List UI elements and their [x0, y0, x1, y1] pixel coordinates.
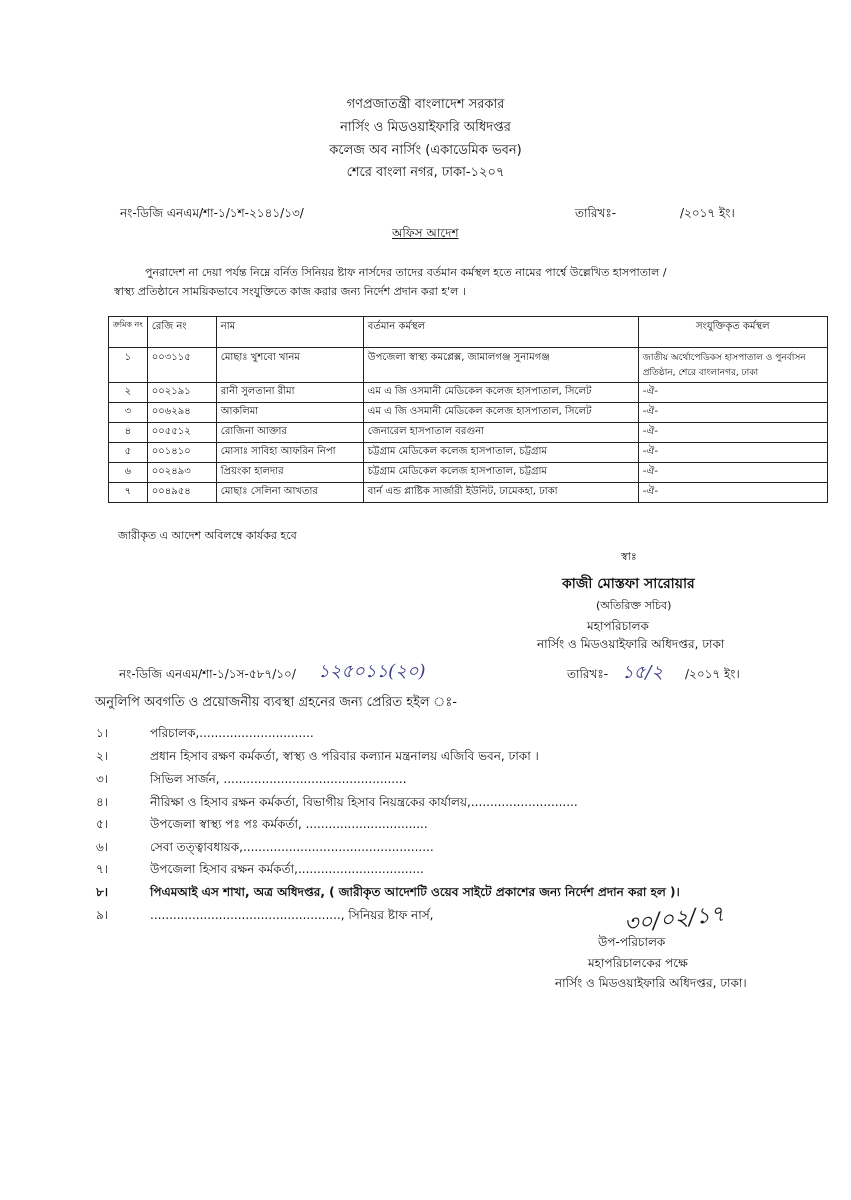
- table-row: [109, 423, 828, 443]
- cell-reg-no: ০০৩১১৫: [147, 348, 216, 383]
- cell-current-workplace: এম এ জি ওসমানী মেডিকেল কলেজ হাসপাতাল, সিলেট: [363, 383, 638, 403]
- list-item-number: ২।: [96, 749, 109, 763]
- table-row: [109, 348, 828, 383]
- header-reg-no: রেজি নং: [147, 317, 216, 348]
- intro-line-2: স্বাস্থ্য প্রতিষ্ঠানে সাময়িকভাবে সংযুক্তিতে কাজ করার জন্য নির্দেশ প্রদান করা হ'ল ।: [114, 285, 466, 298]
- list-item-number: ৯।: [96, 908, 109, 922]
- effective-note: জারীকৃত এ আদেশ অবিলম্বে কার্যকর হবে: [118, 529, 297, 542]
- cell-attached-workplace: জাতীয় অর্থোপেডিকস হাসপাতাল ও পুনর্বাসন প্রতিষ্ঠান, শেরে বাংলানগর, ঢাকা: [638, 348, 827, 383]
- memo-date-suffix: /২০১৭ ইং।: [685, 667, 740, 681]
- cell-attached-workplace: -ঐ-: [638, 463, 827, 483]
- cell-attached-workplace: -ঐ-: [638, 443, 827, 463]
- cell-serial: ৪: [109, 423, 148, 443]
- cell-serial: ৬: [109, 463, 148, 483]
- cell-attached-workplace: -ঐ-: [638, 483, 827, 503]
- list-item-text: .................................................., সিনিয়র ষ্টাফ নার্স,: [150, 908, 434, 922]
- cell-serial: ৭: [109, 483, 148, 503]
- list-item-number: ৮।: [96, 885, 109, 899]
- list-item-text: উপজেলা হিসাব রক্ষন কর্মকর্তা,.................................: [150, 862, 424, 876]
- header-serial: ক্রমিক নং: [109, 317, 148, 348]
- cell-serial: ৩: [109, 403, 148, 423]
- cell-reg-no: ০০৪৯৫৪: [147, 483, 216, 503]
- cell-name: আকলিমা: [216, 403, 363, 423]
- cell-attached-workplace: -ঐ-: [638, 383, 827, 403]
- memo-date-label: তারিখঃ-: [567, 667, 609, 681]
- order-title: অফিস আদেশ: [392, 226, 459, 240]
- list-item-number: ৭।: [96, 862, 109, 876]
- college-title: কলেজ অব নার্সিং (একাডেমিক ভবন): [329, 143, 522, 158]
- header-current-workplace: বর্তমান কর্মস্থল: [363, 317, 638, 348]
- cell-attached-workplace: -ঐ-: [638, 403, 827, 423]
- date-label: তারিখঃ-: [575, 206, 617, 220]
- footer-office: নার্সিং ও মিডওয়াইফারি অধিদপ্তর, ঢাকা।: [555, 976, 747, 990]
- list-item-number: ৩।: [96, 772, 109, 786]
- cc-intro: অনুলিপি অবগতি ও প্রয়োজনীয় ব্যবস্থা গ্রহনের জন্য প্রেরিত হইল ঃ-: [95, 695, 457, 710]
- handwritten-memo-date: ১৫/২: [622, 662, 664, 683]
- reference-number: নং-ডিজি এনএম/শা-১/১শ-২১৪১/১৩/: [120, 206, 304, 220]
- list-item-text: প্রধান হিসাব রক্ষণ কর্মকর্তা, স্বাস্থ্য ও পরিবার কল্যান মন্ত্রনালয় এজিবি ভবন, ঢাকা ।: [150, 749, 539, 763]
- signatory-designation: (অতিরিক্ত সচিব): [596, 599, 672, 612]
- list-item-text: পরিচালক,..............................: [150, 726, 314, 740]
- cell-attached-workplace: -ঐ-: [638, 423, 827, 443]
- handwritten-memo-number: ১২৫০১১(২০): [318, 661, 426, 682]
- footer-title: উপ-পরিচালক: [598, 935, 666, 949]
- table-header-row: [109, 317, 828, 348]
- signatory-name: কাজী মোস্তফা সারোয়ার: [562, 576, 695, 592]
- cell-current-workplace: জেনারেল হাসপাতাল বরগুনা: [363, 423, 638, 443]
- table-row: [109, 443, 828, 463]
- list-item-number: ৫।: [96, 817, 109, 831]
- header-attached-workplace: সংযুক্তিকৃত কর্মস্থল: [638, 317, 827, 348]
- cell-reg-no: ০০২১৯১: [147, 383, 216, 403]
- list-item-text: নীরিক্ষা ও হিসাব রক্ষন কর্মকর্তা, বিভাগীয় হিসাব নিয়ন্ত্রকের কার্যালয়,............................: [150, 795, 578, 809]
- signatory-title: মহাপরিচালক: [587, 619, 649, 633]
- cell-current-workplace: চট্টগ্রাম মেডিকেল কলেজ হাসপাতাল, চট্টগ্রাম: [363, 463, 638, 483]
- table-row: [109, 483, 828, 503]
- directorate-title: নার্সিং ও মিডওয়াইফারি অধিদপ্তর: [340, 120, 511, 135]
- staff-table: [108, 316, 828, 503]
- cell-current-workplace: উপজেলা স্বাস্থ্য কমপ্লেক্স, জামালগঞ্জ সুনামগঞ্জ: [363, 348, 638, 383]
- cell-name: রানী সুলতানা রীমা: [216, 383, 363, 403]
- cell-reg-no: ০০১৪১০: [147, 443, 216, 463]
- list-item-text: পিএমআই এস শাখা, অত্র অধিদপ্তর, ( জারীকৃত আদেশটি ওয়েব সাইটে প্রকাশের জন্য নির্দেশ প্রদান করা হল )।: [150, 885, 680, 899]
- header-name: নাম: [216, 317, 363, 348]
- cell-reg-no: ০০৬২৯৪: [147, 403, 216, 423]
- signature-label: স্বাঃ: [621, 550, 637, 563]
- footer-on-behalf: মহাপরিচালকের পক্ষে: [588, 956, 688, 970]
- signatory-office: নার্সিং ও মিডওয়াইফারি অধিদপ্তর, ঢাকা: [537, 637, 725, 651]
- cell-serial: ৫: [109, 443, 148, 463]
- cell-serial: ১: [109, 348, 148, 383]
- govt-title: গণপ্রজাতন্ত্রী বাংলাদেশ সরকার: [346, 97, 505, 112]
- list-item-text: উপজেলা স্বাস্থ্য পঃ পঃ কর্মকর্তা, ................................: [150, 817, 428, 831]
- list-item-text: সিভিল সার্জন, ................................................: [150, 772, 407, 786]
- intro-line-1: পুনরাদেশ না দেয়া পর্যন্ত নিম্নে বর্নিত সিনিয়র ষ্টাফ নার্সদের তাদের বর্তমান কর্মস্থল হতে নামের পার্শ্বে উল্লেখিত হাসপাতাল /: [145, 266, 667, 279]
- cell-name: মোছাঃ খুশবো খানম: [216, 348, 363, 383]
- table-row: [109, 403, 828, 423]
- handwritten-signature: ৩০/০২/১৭: [622, 901, 726, 938]
- table-row: [109, 463, 828, 483]
- list-item-text: সেবা তত্ত্বাবধায়ক,..................................................: [150, 840, 434, 854]
- list-item-number: ৪।: [96, 795, 109, 809]
- cell-reg-no: ০০৫৫১২: [147, 423, 216, 443]
- cell-name: রোজিনা আক্তার: [216, 423, 363, 443]
- cell-current-workplace: চট্টগ্রাম মেডিকেল কলেজ হাসপাতাল, চট্টগ্রাম: [363, 443, 638, 463]
- cell-name: প্রিয়ংকা হালদার: [216, 463, 363, 483]
- table-row: [109, 383, 828, 403]
- cell-name: মোছাঃ সেলিনা আখতার: [216, 483, 363, 503]
- list-item-number: ৬।: [96, 840, 109, 854]
- address: শেরে বাংলা নগর, ঢাকা-১২০৭: [346, 165, 505, 180]
- date-value: /২০১৭ ইং।: [680, 206, 735, 220]
- cell-current-workplace: বার্ন এন্ড প্লাষ্টিক সার্জারী ইউনিট, ঢামেকহা, ঢাকা: [363, 483, 638, 503]
- cell-name: মোসাঃ সাবিহা আফরিন নিপা: [216, 443, 363, 463]
- memo-reference-number: নং-ডিজি এনএম/শা-১/১স-৫৮৭/১০/: [119, 667, 296, 681]
- cell-serial: ২: [109, 383, 148, 403]
- cell-current-workplace: এম এ জি ওসমানী মেডিকেল কলেজ হাসপাতাল, সিলেট: [363, 403, 638, 423]
- cell-reg-no: ০০২৪৯৩: [147, 463, 216, 483]
- list-item-number: ১।: [96, 726, 109, 740]
